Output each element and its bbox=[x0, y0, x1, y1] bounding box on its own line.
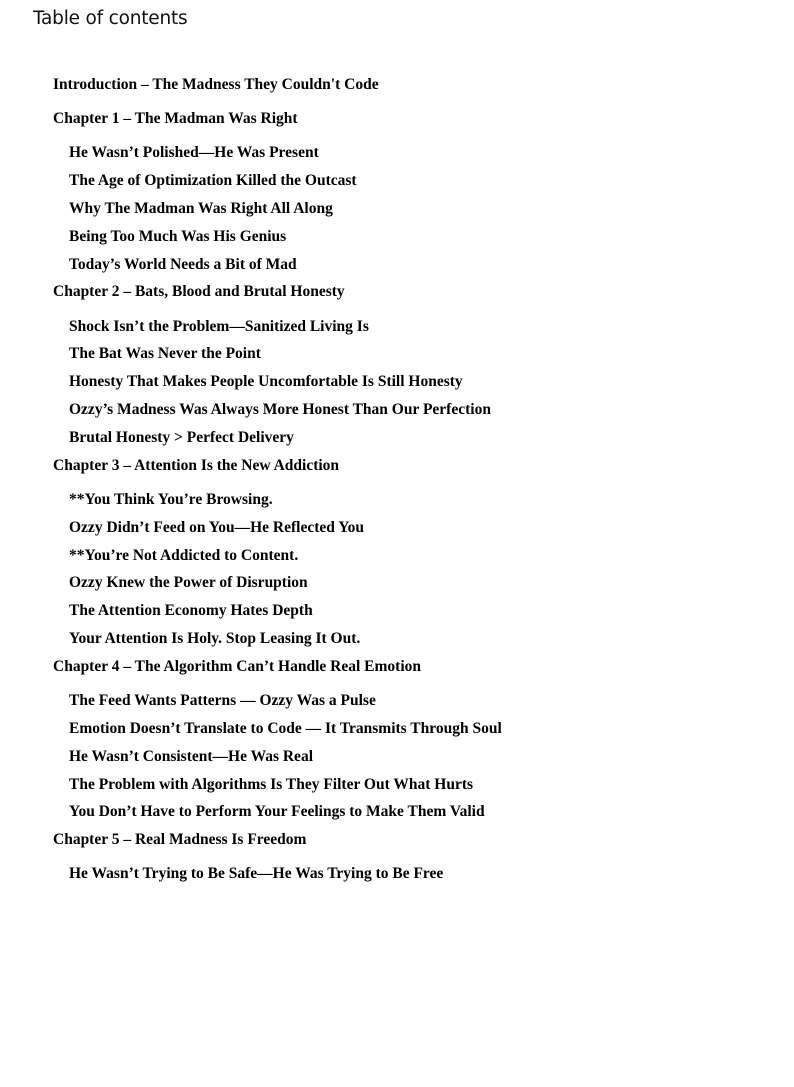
toc-entry-section[interactable]: **You’re Not Addicted to Content. bbox=[69, 547, 299, 564]
toc-entry-section[interactable]: You Don’t Have to Perform Your Feelings to Make Them Valid bbox=[69, 803, 485, 820]
toc-entry-section[interactable]: The Bat Was Never the Point bbox=[69, 345, 261, 362]
toc-entry-chapter-4[interactable]: Chapter 4 – The Algorithm Can’t Handle Real Emotion bbox=[53, 658, 421, 675]
toc-entry-section[interactable]: **You Think You’re Browsing. bbox=[69, 491, 273, 508]
toc-entry-chapter-2[interactable]: Chapter 2 – Bats, Blood and Brutal Honesty bbox=[53, 283, 345, 300]
toc-entry-section[interactable]: Ozzy Didn’t Feed on You—He Reflected You bbox=[69, 519, 365, 536]
toc-entry-section[interactable]: Why The Madman Was Right All Along bbox=[69, 200, 333, 217]
toc-entry-section[interactable]: The Feed Wants Patterns — Ozzy Was a Pulse bbox=[69, 692, 376, 709]
toc-entry-section[interactable]: The Problem with Algorithms Is They Filter Out What Hurts bbox=[69, 776, 474, 793]
toc-entry-section[interactable]: Ozzy Knew the Power of Disruption bbox=[69, 574, 308, 591]
toc-entry-section[interactable]: Your Attention Is Holy. Stop Leasing It Out. bbox=[69, 630, 361, 647]
toc-entry-chapter-1[interactable]: Chapter 1 – The Madman Was Right bbox=[53, 110, 298, 127]
page-title: Table of contents bbox=[33, 8, 188, 29]
toc-entry-introduction[interactable]: Introduction – The Madness They Couldn't Code bbox=[53, 76, 379, 93]
toc-entry-section[interactable]: Brutal Honesty > Perfect Delivery bbox=[69, 429, 294, 446]
toc-entry-section[interactable]: He Wasn’t Consistent—He Was Real bbox=[69, 748, 313, 765]
toc-entry-section[interactable]: He Wasn’t Polished—He Was Present bbox=[69, 144, 319, 161]
toc-entry-section[interactable]: Honesty That Makes People Uncomfortable Is Still Honesty bbox=[69, 373, 463, 390]
toc-entry-section[interactable]: Ozzy’s Madness Was Always More Honest Than Our Perfection bbox=[69, 401, 491, 418]
toc-entry-section[interactable]: He Wasn’t Trying to Be Safe—He Was Trying to Be Free bbox=[69, 865, 444, 882]
toc-entry-section[interactable]: Being Too Much Was His Genius bbox=[69, 228, 287, 245]
toc-entry-section[interactable]: The Age of Optimization Killed the Outcast bbox=[69, 172, 357, 189]
toc-entry-section[interactable]: Emotion Doesn’t Translate to Code — It Transmits Through Soul bbox=[69, 720, 502, 737]
toc-entry-section[interactable]: Shock Isn’t the Problem—Sanitized Living Is bbox=[69, 318, 369, 335]
toc-entry-chapter-5[interactable]: Chapter 5 – Real Madness Is Freedom bbox=[53, 831, 307, 848]
toc-entry-chapter-3[interactable]: Chapter 3 – Attention Is the New Addiction bbox=[53, 457, 340, 474]
toc-entry-section[interactable]: Today’s World Needs a Bit of Mad bbox=[69, 256, 297, 273]
toc-entry-section[interactable]: The Attention Economy Hates Depth bbox=[69, 602, 313, 619]
